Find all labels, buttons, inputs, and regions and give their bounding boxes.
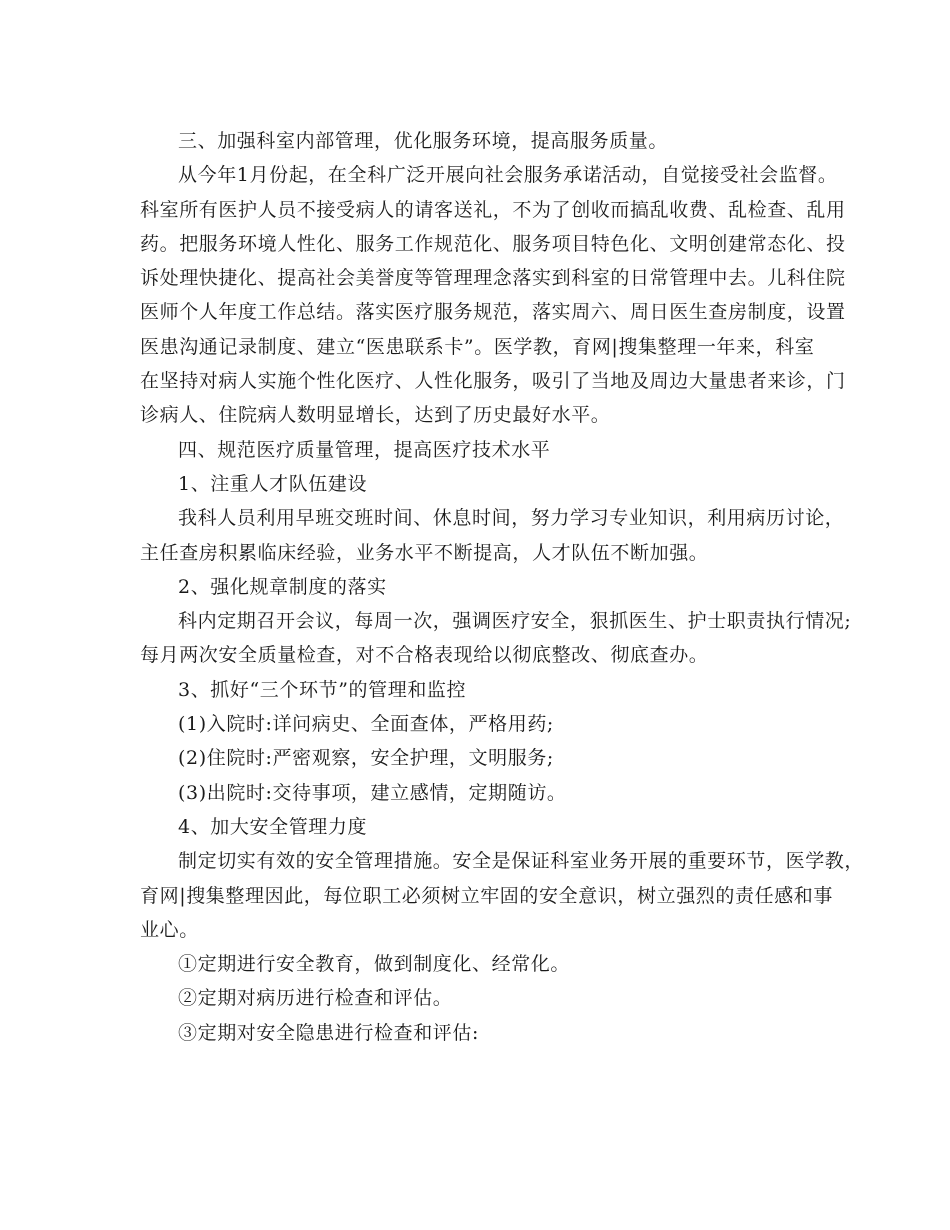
- text-line: 诉处理快捷化、提高社会美誉度等管理理念落实到科室的日常管理中去。儿科住院: [140, 267, 846, 290]
- text-line: 从今年1月份起，在全科广泛开展向社会服务承诺活动，自觉接受社会监督。: [178, 164, 838, 187]
- text-line: 诊病人、住院病人数明显增长，达到了历史最好水平。: [140, 404, 611, 427]
- text-line: 2、强化规章制度的落实: [178, 575, 387, 598]
- text-line: ③定期对安全隐患进行检查和评估:: [178, 1021, 480, 1044]
- text-line: (1)入院时:详问病史、全面查体，严格用药;: [178, 713, 554, 736]
- text-line: ①定期进行安全教育，做到制度化、经常化。: [178, 953, 571, 976]
- text-line: 科室所有医护人员不接受病人的请客送礼，不为了创收而搞乱收费、乱检查、乱用: [140, 198, 846, 221]
- text-line: 1、注重人才队伍建设: [178, 472, 368, 495]
- text-line: 四、规范医疗质量管理，提高医疗技术水平: [178, 438, 551, 461]
- text-line: 业心。: [140, 918, 199, 941]
- document-body: [140, 124, 865, 1050]
- text-line: 医师个人年度工作总结。落实医疗服务规范，落实周六、周日医生查房制度，设置: [140, 301, 846, 324]
- text-line: 医患沟通记录制度、建立“医患联系卡”。医学教，育网|搜集整理一年来，科室: [140, 335, 815, 358]
- text-line: 制定切实有效的安全管理措施。安全是保证科室业务开展的重要环节，医学教，: [178, 850, 865, 873]
- text-line: (2)住院时:严密观察，安全护理，文明服务;: [178, 747, 554, 770]
- text-line: (3)出院时:交待事项，建立感情，定期随访。: [178, 781, 567, 804]
- text-line: 每月两次安全质量检查，对不合格表现给以彻底整改、彻底查办。: [140, 644, 709, 667]
- text-line: 我科人员利用早班交班时间、休息时间，努力学习专业知识，利用病历讨论，: [178, 507, 845, 530]
- text-line: 主任查房积累临床经验，业务水平不断提高，人才队伍不断加强。: [140, 541, 709, 564]
- text-line: ②定期对病历进行检查和评估。: [178, 987, 453, 1010]
- text-line: 科内定期召开会议，每周一次，强调医疗安全，狠抓医生、护士职责执行情况;: [178, 610, 852, 633]
- text-line: 三、加强科室内部管理，优化服务环境，提高服务质量。: [178, 130, 669, 152]
- text-line: 药。把服务环境人性化、服务工作规范化、服务项目特色化、文明创建常态化、投: [140, 232, 846, 255]
- text-line: 3、抓好“三个环节”的管理和监控: [178, 678, 467, 701]
- text-line: 4、加大安全管理力度: [178, 815, 368, 838]
- text-line: 在坚持对病人实施个性化医疗、人性化服务，吸引了当地及周边大量患者来诊，门: [140, 370, 846, 393]
- text-line: 育网|搜集整理因此，每位职工必须树立牢固的安全意识，树立强烈的责任感和事: [140, 884, 834, 907]
